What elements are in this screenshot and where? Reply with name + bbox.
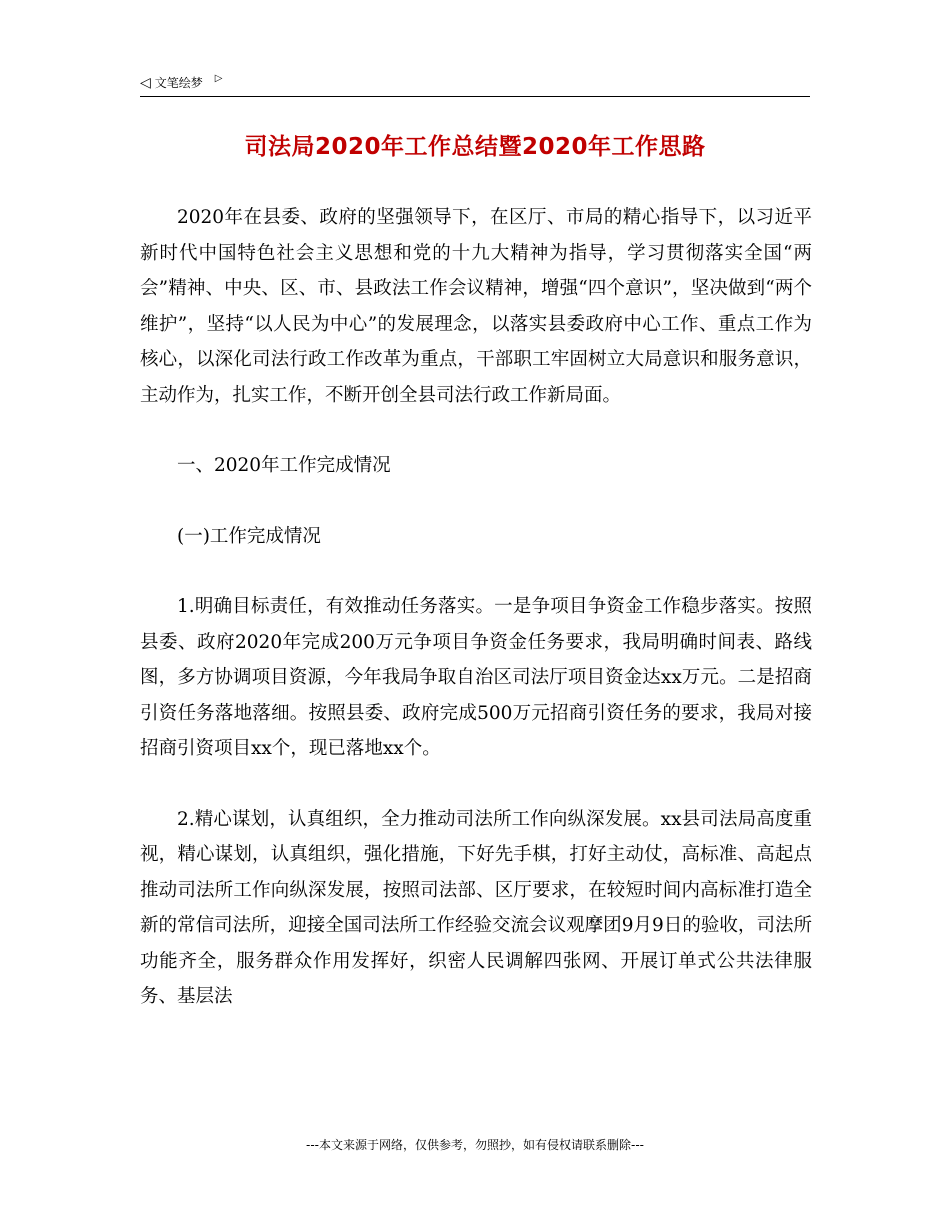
section-heading: 一、2020年工作完成情况 <box>177 455 391 476</box>
footer-disclaimer: ---本文来源于网络，仅供参考，勿照抄，如有侵权请联系删除--- <box>306 1138 644 1152</box>
triangle-left-icon: ◁ <box>140 75 151 91</box>
intro-paragraph: 2020年在县委、政府的坚强领导下，在区厅、市局的精心指导下，以习近平新时代中国特色社会主义思想和党的十九大精神为指导，学习贯彻落实全国“两会”精神、中央、区、市、县政法工作会议精神，增强“四个意识”，坚决做到“两个维护”，坚持“以人民为中心”的发展理念，以落实县委政府中心工作、重点工作为核心，以深化司法行政工作改革为重点，干部职工牢固树立大局意识和服务意识，主动作为，扎实工作，不断开创全县司法行政工作新局面。 <box>140 207 812 406</box>
brand-name: 文笔绘梦 <box>154 76 203 90</box>
page-header <box>140 70 810 97</box>
document-body <box>140 200 812 1050</box>
body-paragraph: 1.明确目标责任，有效推动任务落实。一是争项目争资金工作稳步落实。按照县委、政府2020年完成200万元争项目争资金任务要求，我局明确时间表、路线图，多方协调项目资源，今年我局争取自治区司法厅项目资金达xx万元。二是招商引资任务落地落细。按照县委、政府完成500万元招商引资任务的要求，我局对接招商引资项目xx个，现已落地xx个。 <box>140 596 812 759</box>
subsection-heading: (一)工作完成情况 <box>177 525 321 547</box>
triangle-right-icon: ▷ <box>214 73 223 84</box>
body-paragraph: 2.精心谋划，认真组织，全力推动司法所工作向纵深发展。xx县司法局高度重视，精心谋划，认真组织，强化措施，下好先手棋，打好主动仗，高标准、高起点推动司法所工作向纵深发展，按照司法部、区厅要求，在较短时间内高标准打造全新的常信司法所，迎接全国司法所工作经验交流会议观摩团9月9日的验收，司法所功能齐全，服务群众作用发挥好，织密人民调解四张网、开展订单式公共法律服务、基层法 <box>140 808 812 1007</box>
document-title: 司法局2020年工作总结暨2020年工作思路 <box>244 134 706 160</box>
